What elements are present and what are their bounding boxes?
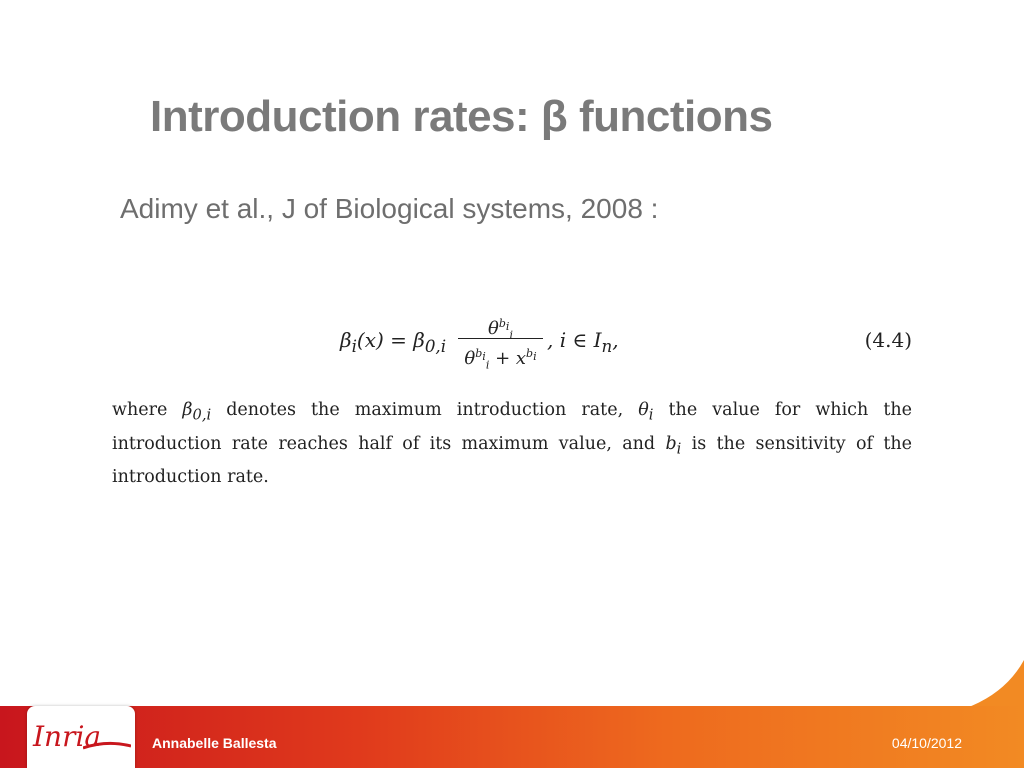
beta0-symbol: β — [182, 400, 193, 420]
text-part-2: denotes the maximum introduction rate, — [211, 400, 639, 420]
slide-subtitle: Adimy et al., J of Biological systems, 2008 : — [120, 193, 659, 224]
theta-sub: i — [509, 328, 513, 342]
beta-symbol: β — [340, 328, 352, 352]
logo-tab — [27, 706, 135, 768]
footer-author: Annabelle Ballesta — [152, 735, 277, 751]
lhs-argument: (x) = β — [356, 328, 425, 352]
fraction-numerator — [458, 312, 543, 342]
equation-condition — [547, 328, 619, 356]
inria-logo: Inria — [33, 720, 102, 753]
coef-subscript: 0,i — [424, 337, 447, 356]
theta-subscript-text: i — [648, 406, 654, 424]
equation-fraction — [458, 312, 543, 372]
equation-4-4 — [340, 312, 912, 372]
fraction-bar — [458, 338, 543, 339]
slide-title: Introduction rates: β functions — [150, 92, 773, 141]
exp-b: b — [498, 317, 506, 330]
exp-x-b-sub: i — [533, 350, 537, 364]
equation-lhs — [340, 328, 446, 356]
condition-end: , — [612, 328, 619, 352]
theta-symbol-text: θ — [638, 400, 649, 420]
exp-x-b: b — [526, 347, 534, 360]
plus-x: + x — [489, 348, 527, 369]
equation-number: (4.4) — [864, 328, 912, 352]
beta0-subscript: 0,i — [192, 406, 212, 424]
equation-explanation — [112, 396, 912, 492]
text-part-3: the value for which the introduction rate reaches half of its maximum value, and — [112, 400, 912, 454]
theta-symbol: θ — [488, 318, 499, 339]
b-symbol-text: b — [665, 433, 677, 454]
theta-symbol-den: θ — [464, 348, 476, 369]
exp-b-sub-den: i — [482, 350, 486, 364]
theta-sub-den: i — [485, 358, 490, 372]
condition-text: , i ∈ I — [547, 328, 602, 352]
text-part-4: is the sensitivity of the introduction rate. — [112, 433, 912, 487]
fraction-denominator — [458, 341, 543, 372]
text-part-1: where — [112, 400, 183, 420]
exp-b-sub: i — [505, 320, 510, 334]
b-subscript-text: i — [676, 440, 682, 457]
lhs-subscript: i — [351, 337, 357, 356]
condition-subscript: n — [601, 337, 613, 356]
exp-b-den: b — [475, 347, 483, 360]
logo-swoosh-icon — [83, 738, 131, 752]
footer-date: 04/10/2012 — [891, 735, 962, 751]
